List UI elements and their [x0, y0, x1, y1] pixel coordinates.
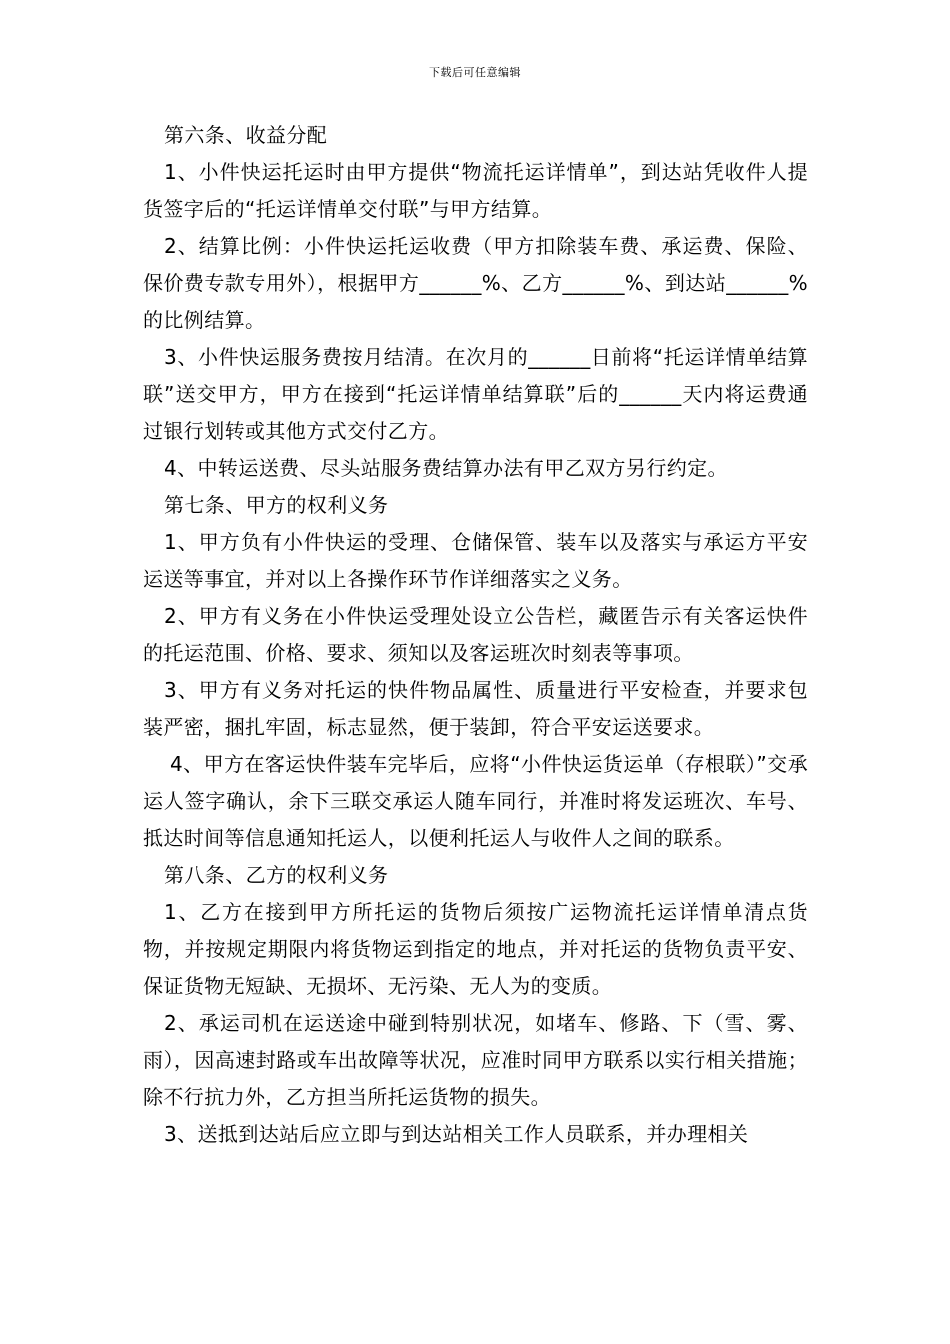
clause-6-1: 1、小件快运托运时由甲方提供“物流托运详情单”，到达站凭收件人提货签字后的“托运详情单交付联”与甲方结算。 [143, 160, 808, 221]
clause-8-2: 2、承运司机在运送途中碰到特别状况，如堵车、修路、下（雪、雾、雨），因高速封路或车出故障等状况，应准时同甲方联系以实行相关措施；除不行抗力外，乙方担当所托运货物的损失。 [143, 1011, 808, 1109]
clause-7-1: 1、甲方负有小件快运的受理、仓储保管、装车以及落实与承运方平安运送等事宜，并对以上各操作环节作详细落实之义务。 [143, 530, 808, 591]
document-body [143, 117, 808, 1153]
clause-8-3: 3、送抵到达站后应立即与到达站相关工作人员联系，并办理相关 [164, 1122, 749, 1146]
section-heading-6: 第六条、收益分配 [164, 123, 328, 147]
clause-8-1: 1、乙方在接到甲方所托运的货物后须按广运物流托运详情单清点货物，并按规定期限内将货物运到指定的地点，并对托运的货物负责平安、保证货物无短缺、无损坏、无污染、无人为的变质。 [143, 900, 808, 998]
section-heading-7: 第七条、甲方的权利义务 [164, 493, 389, 517]
section-heading-8: 第八条、乙方的权利义务 [164, 863, 389, 887]
page-header: 下载后可任意编辑 [429, 66, 521, 79]
clause-7-4: 4、甲方在客运快件装车完毕后，应将“小件快运货运单（存根联）”交承运人签字确认，余下三联交承运人随车同行，并准时将发运班次、车号、抵达时间等信息通知托运人，以便利托运人与收件人之间的联系。 [143, 752, 808, 850]
clause-7-3: 3、甲方有义务对托运的快件物品属性、质量进行平安检查，并要求包装严密，捆扎牢固，标志显然，便于装卸，符合平安运送要求。 [143, 678, 808, 739]
clause-6-4: 4、中转运送费、尽头站服务费结算办法有甲乙双方另行约定。 [164, 456, 728, 480]
clause-6-2: 2、结算比例：小件快运托运收费（甲方扣除装车费、承运费、保险、保价费专款专用外），根据甲方______%、乙方______%、到达站______%的比例结算。 [143, 234, 808, 332]
clause-6-3: 3、小件快运服务费按月结清。在次月的______日前将“托运详情单结算联”送交甲方，甲方在接到“托运详情单结算联”后的______天内将运费通过银行划转或其他方式交付乙方。 [143, 345, 808, 443]
clause-7-2: 2、甲方有义务在小件快运受理处设立公告栏，藏匿告示有关客运快件的托运范围、价格、要求、须知以及客运班次时刻表等事项。 [143, 604, 808, 665]
